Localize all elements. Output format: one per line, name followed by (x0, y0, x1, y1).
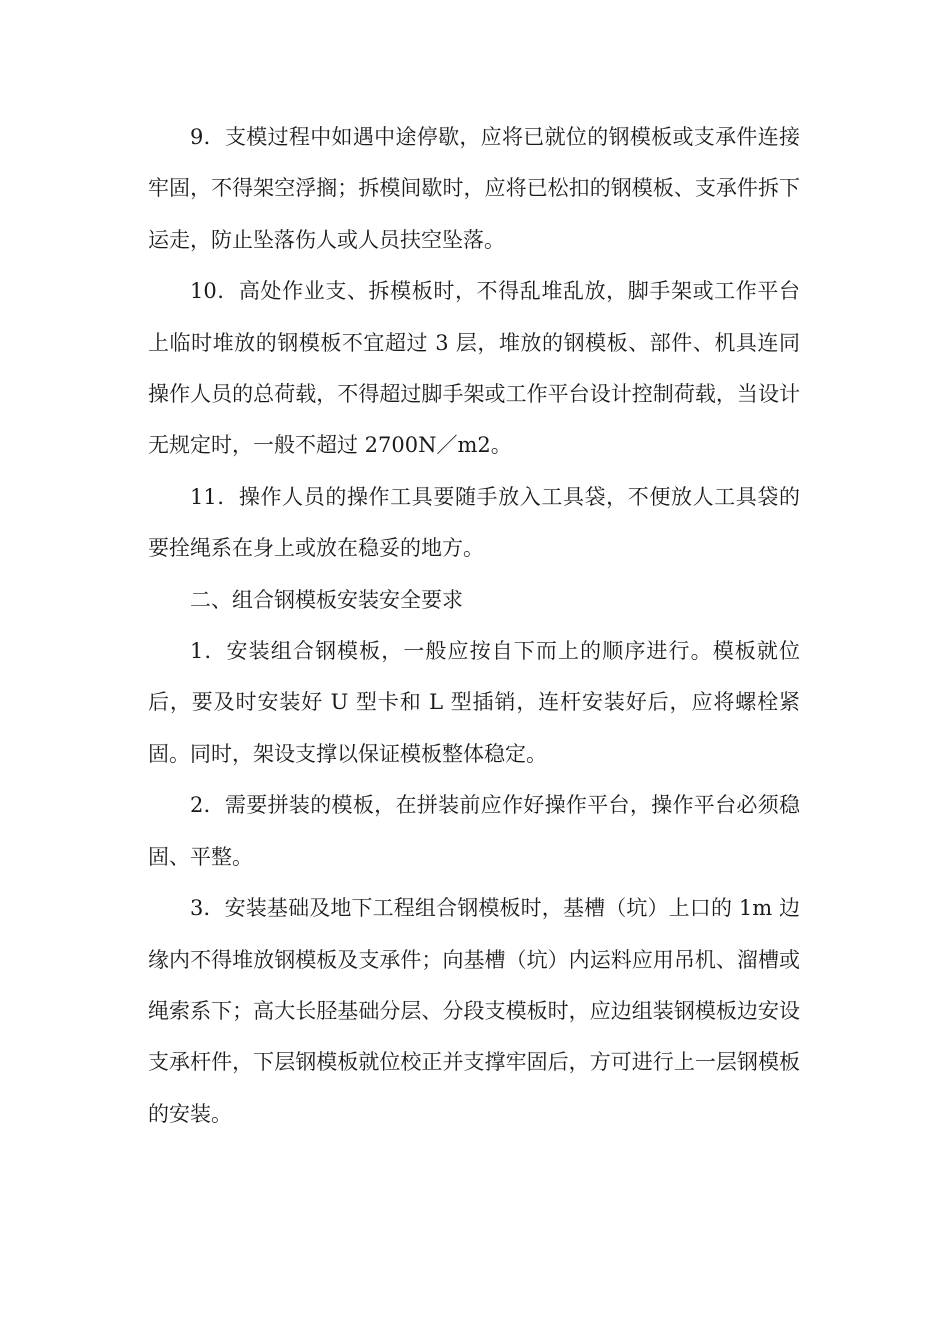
paragraph-item-11: 11．操作人员的操作工具要随手放入工具袋，不便放人工具袋的要拴绳系在身上或放在稳妥的地方。 (148, 484, 800, 561)
paragraph-item-9: 9．支模过程中如遇中途停歇，应将已就位的钢模板或支承件连接牢固，不得架空浮搁；拆模间歇时，应将已松扣的钢模板、支承件拆下运走，防止坠落伤人或人员扶空坠落。 (148, 125, 800, 252)
section-heading: 二、组合钢模板安装安全要求 (190, 587, 463, 612)
paragraph-item-10: 10．高处作业支、拆模板时，不得乱堆乱放，脚手架或工作平台上临时堆放的钢模板不宜超过 3 层，堆放的钢模板、部件、机具连同操作人员的总荷载，不得超过脚手架或工作平台设计控制荷载，当设计无规定时，一般不超过 2700N／m2。 (148, 279, 800, 458)
paragraph-item-2: 2．需要拼装的模板，在拼装前应作好操作平台，操作平台必须稳固、平整。 (148, 793, 800, 869)
paragraph-item-1: 1．安装组合钢模板，一般应按自下而上的顺序进行。模板就位后，要及时安装好 U 型卡和 L 型插销，连杆安装好后，应将螺栓紧固。同时，架设支撑以保证模板整体稳定。 (148, 639, 800, 766)
paragraph-item-3: 3．安装基础及地下工程组合钢模板时，基槽（坑）上口的 1m 边缘内不得堆放钢模板及支承件；向基槽（坑）内运料应用吊机、溜槽或绳索系下；高大长胫基础分层、分段支模板时，应边组装钢模板边安设支承杆件，下层钢模板就位校正并支撑牢固后，方可进行上一层钢模板的安装。 (148, 896, 800, 1126)
document-body (148, 112, 800, 1140)
